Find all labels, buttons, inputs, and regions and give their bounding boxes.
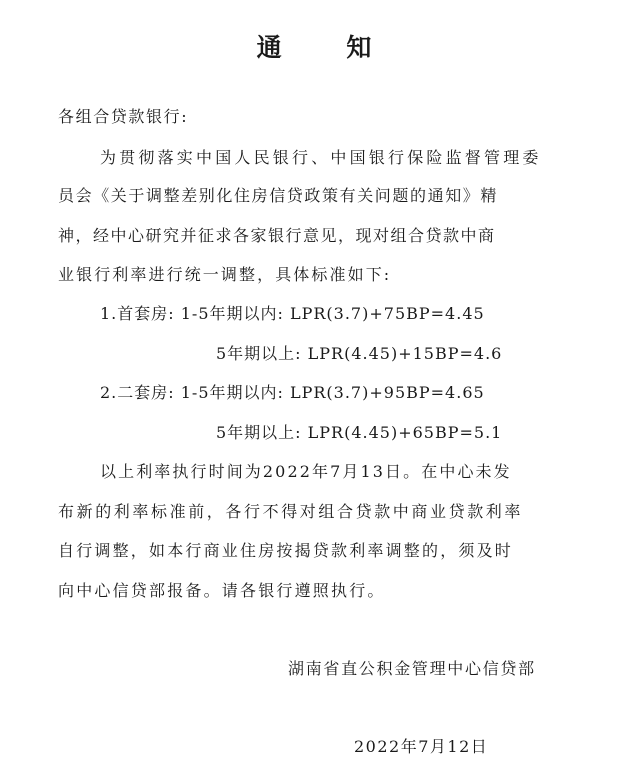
second-home-rate-short-term: 2.二套房: 1-5年期以内: LPR(3.7)+95BP=4.65	[100, 383, 485, 402]
paragraph-line: 神，经中心研究并征求各家银行意见，现对组合贷款中商	[58, 226, 496, 245]
paragraph-line: 为贯彻落实中国人民银行、中国银行保险监督管理委	[100, 148, 542, 167]
first-home-rate-long-term: 5年期以上: LPR(4.45)+15BP=4.6	[216, 344, 503, 363]
paragraph-line: 布新的利率标准前，各行不得对组合贷款中商业贷款利率	[58, 502, 524, 521]
paragraph-line: 向中心信贷部报备。请各银行遵照执行。	[58, 581, 386, 600]
first-home-rate-short-term: 1.首套房: 1-5年期以内: LPR(3.7)+75BP=4.45	[100, 304, 485, 323]
issue-date: 2022年7月12日	[354, 737, 489, 756]
salutation: 各组合贷款银行:	[58, 107, 189, 126]
second-home-rate-long-term: 5年期以上: LPR(4.45)+65BP=5.1	[216, 423, 503, 442]
document-title: 通 知	[256, 33, 400, 62]
paragraph-line: 员会《关于调整差别化住房信贷政策有关问题的通知》精	[58, 186, 499, 205]
paragraph-line: 自行调整，如本行商业住房按揭贷款利率调整的，须及时	[58, 541, 514, 560]
paragraph-line: 业银行利率进行统一调整，具体标准如下:	[58, 265, 392, 284]
issuer-signature: 湖南省直公积金管理中心信贷部	[288, 659, 536, 678]
paragraph-line: 以上利率执行时间为2022年7月13日。在中心未发	[100, 462, 512, 481]
